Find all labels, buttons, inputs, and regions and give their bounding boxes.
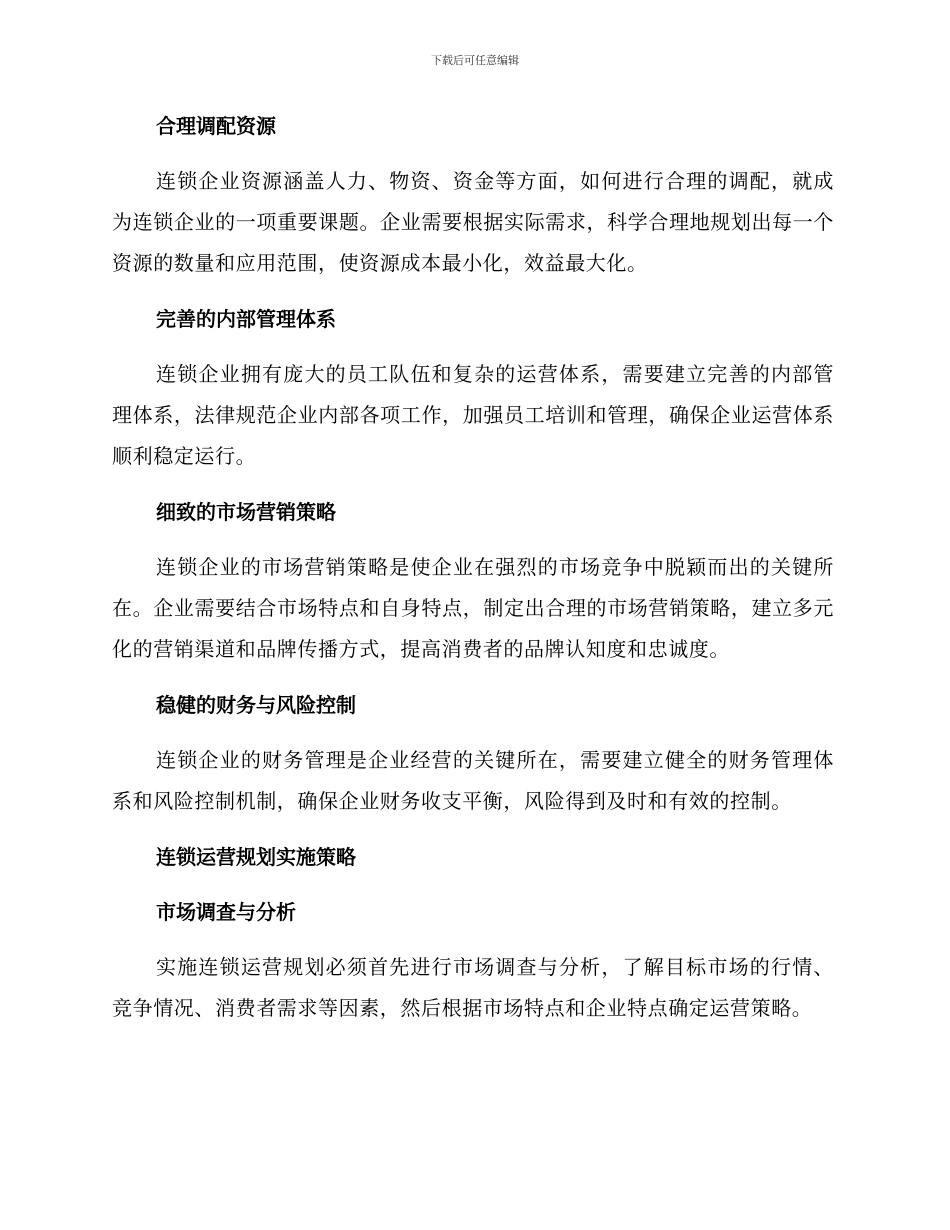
section-paragraph-resource-allocation: 连锁企业资源涵盖人力、物资、资金等方面，如何进行合理的调配，就成为连锁企业的一项重要课题。企业需要根据实际需求，科学合理地规划出每一个资源的数量和应用范围，使资源成本最小化，效益最大化。 (112, 169, 834, 275)
section-heading-market-research: 市场调查与分析 (156, 900, 296, 924)
section-heading-finance-risk: 稳健的财务与风险控制 (156, 693, 356, 717)
section-heading-implementation-strategy: 连锁运营规划实施策略 (156, 845, 356, 869)
document-body (112, 106, 834, 1029)
section-paragraph-finance-risk: 连锁企业的财务管理是企业经营的关键所在，需要建立健全的财务管理体系和风险控制机制，确保企业财务收支平衡，风险得到及时和有效的控制。 (112, 748, 834, 813)
section-heading-internal-management: 完善的内部管理体系 (156, 307, 336, 331)
section-paragraph-market-research: 实施连锁运营规划必须首先进行市场调查与分析，了解目标市场的行情、竞争情况、消费者需求等因素，然后根据市场特点和企业特点确定运营策略。 (112, 955, 834, 1020)
section-paragraph-internal-management: 连锁企业拥有庞大的员工队伍和复杂的运营体系，需要建立完善的内部管理体系，法律规范企业内部各项工作，加强员工培训和管理，确保企业运营体系顺利稳定运行。 (112, 362, 834, 468)
section-heading-marketing-strategy: 细致的市场营销策略 (156, 500, 336, 524)
page-header: 下载后可任意编辑 (431, 54, 519, 67)
section-paragraph-marketing-strategy: 连锁企业的市场营销策略是使企业在强烈的市场竞争中脱颖而出的关键所在。企业需要结合市场特点和自身特点，制定出合理的市场营销策略，建立多元化的营销渠道和品牌传播方式，提高消费者的品牌认知度和忠诚度。 (112, 555, 834, 661)
section-heading-resource-allocation: 合理调配资源 (156, 114, 276, 138)
